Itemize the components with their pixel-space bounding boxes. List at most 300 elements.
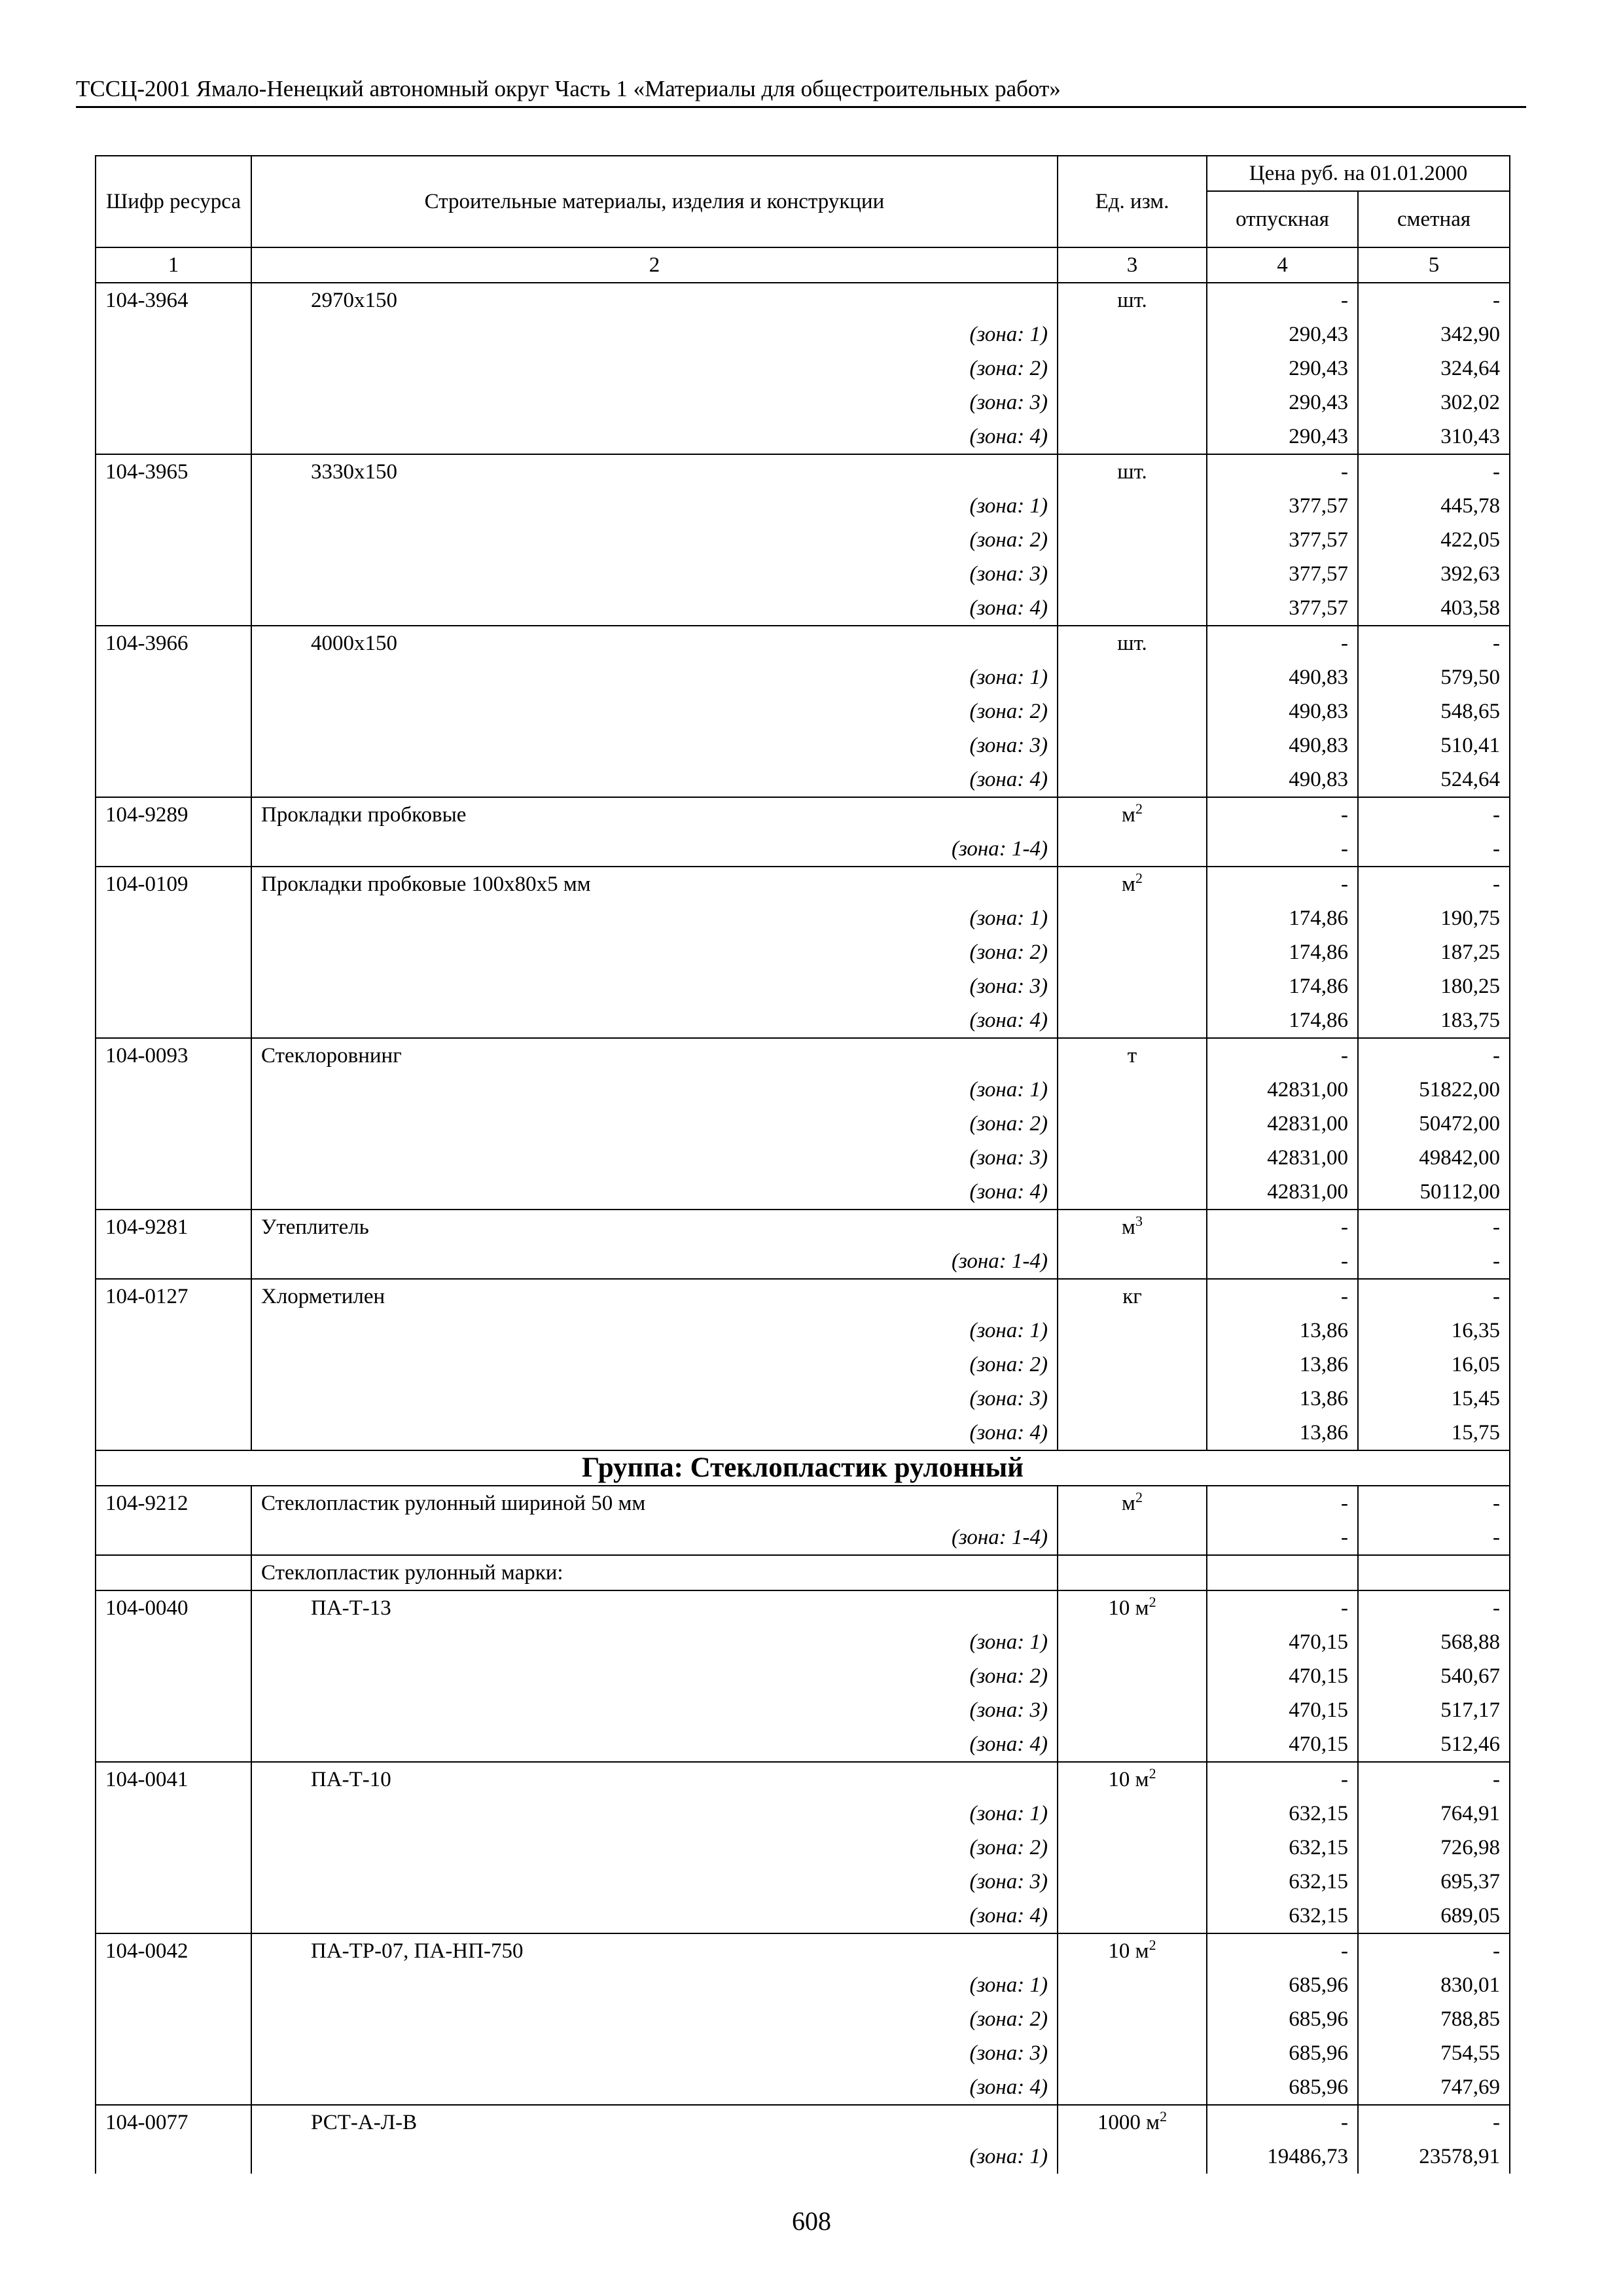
resource-code: [96, 2002, 251, 2036]
zone-row: [96, 591, 1510, 626]
zone-row: [96, 935, 1510, 969]
material-name: ПА-Т-10: [251, 1762, 1058, 1797]
price-estimate: 187,25: [1358, 935, 1510, 969]
price-estimate: -: [1358, 1762, 1510, 1797]
resource-code: [96, 1073, 251, 1107]
zone-row: [96, 728, 1510, 762]
unit-text: м: [1122, 872, 1135, 896]
price-wholesale: 174,86: [1207, 935, 1358, 969]
price-wholesale: 490,83: [1207, 694, 1358, 728]
item-row: [96, 454, 1510, 489]
unit-cell: [1058, 901, 1207, 935]
zone-row: [96, 1175, 1510, 1210]
unit-cell: [1058, 1555, 1207, 1590]
unit-exponent: 2: [1135, 800, 1143, 817]
unit-cell: [1058, 694, 1207, 728]
price-estimate: [1358, 1555, 1510, 1590]
resource-code: [96, 1314, 251, 1348]
price-estimate: 830,01: [1358, 1968, 1510, 2002]
zone-row: [96, 1899, 1510, 1933]
unit-cell: [1058, 935, 1207, 969]
price-estimate: 579,50: [1358, 660, 1510, 694]
resource-code: [96, 728, 251, 762]
unit-cell: [1058, 660, 1207, 694]
unit-cell: [1058, 1727, 1207, 1762]
price-wholesale: 685,96: [1207, 2070, 1358, 2105]
price-estimate: 445,78: [1358, 489, 1510, 523]
column-number-2: 2: [251, 247, 1058, 283]
price-estimate: 180,25: [1358, 969, 1510, 1003]
price-estimate: 50112,00: [1358, 1175, 1510, 1210]
price-estimate: -: [1358, 454, 1510, 489]
zone-label: (зона: 3): [251, 386, 1058, 420]
price-wholesale: [1207, 1555, 1358, 1590]
price-estimate: 15,45: [1358, 1382, 1510, 1416]
price-wholesale: 632,15: [1207, 1831, 1358, 1865]
price-wholesale: 490,83: [1207, 728, 1358, 762]
zone-row: [96, 762, 1510, 797]
price-estimate: 183,75: [1358, 1003, 1510, 1038]
price-estimate: 512,46: [1358, 1727, 1510, 1762]
price-wholesale: -: [1207, 1590, 1358, 1625]
price-estimate: 754,55: [1358, 2036, 1510, 2070]
material-name: Прокладки пробковые: [251, 797, 1058, 832]
zone-label: (зона: 3): [251, 557, 1058, 591]
zone-row: [96, 969, 1510, 1003]
zone-label: (зона: 3): [251, 969, 1058, 1003]
resource-code: [96, 1141, 251, 1175]
resource-code: 104-0093: [96, 1038, 251, 1073]
item-row: [96, 1590, 1510, 1625]
material-name: РСТ-А-Л-В: [251, 2105, 1058, 2140]
unit-cell: [1058, 489, 1207, 523]
price-estimate: -: [1358, 797, 1510, 832]
price-estimate: -: [1358, 626, 1510, 660]
resource-code: [96, 1659, 251, 1693]
zone-label: (зона: 4): [251, 1899, 1058, 1933]
material-name: Стеклопластик рулонный шириной 50 мм: [251, 1486, 1058, 1520]
material-name: ПА-Т-13: [251, 1590, 1058, 1625]
price-wholesale: 632,15: [1207, 1797, 1358, 1831]
unit-cell: [1058, 1693, 1207, 1727]
zone-label: (зона: 3): [251, 1865, 1058, 1899]
price-wholesale: 42831,00: [1207, 1141, 1358, 1175]
resource-code: [96, 1348, 251, 1382]
price-wholesale: 174,86: [1207, 901, 1358, 935]
unit-cell: [1058, 317, 1207, 351]
resource-code: [96, 489, 251, 523]
unit-cell: [1058, 1348, 1207, 1382]
zone-label: (зона: 4): [251, 1416, 1058, 1450]
item-row: [96, 1762, 1510, 1797]
resource-code: [96, 1416, 251, 1450]
column-header-code: Шифр ресурса: [96, 156, 251, 247]
item-row: [96, 626, 1510, 660]
price-wholesale: 290,43: [1207, 386, 1358, 420]
zone-label: (зона: 2): [251, 1348, 1058, 1382]
zone-row: [96, 1003, 1510, 1038]
price-estimate: 302,02: [1358, 386, 1510, 420]
resource-code: [96, 1382, 251, 1416]
price-wholesale: -: [1207, 1038, 1358, 1073]
zone-label: (зона: 2): [251, 351, 1058, 386]
unit-cell: [1058, 591, 1207, 626]
unit-cell: [1058, 2036, 1207, 2070]
price-estimate: 23578,91: [1358, 2140, 1510, 2174]
column-number-5: 5: [1358, 247, 1510, 283]
zone-row: [96, 1520, 1510, 1555]
zone-label: (зона: 2): [251, 523, 1058, 557]
unit-cell: [1058, 728, 1207, 762]
unit-cell: [1058, 1038, 1207, 1073]
item-row: [96, 1210, 1510, 1244]
unit-text: м: [1122, 1492, 1135, 1515]
item-row: [96, 2105, 1510, 2140]
price-estimate: 324,64: [1358, 351, 1510, 386]
unit-cell: [1058, 2105, 1207, 2140]
price-estimate: 524,64: [1358, 762, 1510, 797]
price-wholesale: 42831,00: [1207, 1073, 1358, 1107]
unit-cell: [1058, 351, 1207, 386]
unit-cell: [1058, 1073, 1207, 1107]
resource-code: 104-0127: [96, 1279, 251, 1314]
unit-cell: [1058, 762, 1207, 797]
zone-row: [96, 317, 1510, 351]
price-wholesale: 470,15: [1207, 1625, 1358, 1659]
unit-cell: [1058, 420, 1207, 454]
unit-text: кг: [1122, 1285, 1142, 1308]
price-estimate: 747,69: [1358, 2070, 1510, 2105]
zone-row: [96, 420, 1510, 454]
price-estimate: 190,75: [1358, 901, 1510, 935]
price-table: [95, 155, 1510, 2174]
zone-label: (зона: 4): [251, 1003, 1058, 1038]
zone-row: [96, 1865, 1510, 1899]
zone-label: (зона: 1-4): [251, 832, 1058, 867]
resource-code: [96, 523, 251, 557]
price-wholesale: 377,57: [1207, 591, 1358, 626]
zone-row: [96, 1107, 1510, 1141]
price-estimate: 788,85: [1358, 2002, 1510, 2036]
unit-exponent: 2: [1160, 2108, 1168, 2125]
zone-row: [96, 1141, 1510, 1175]
page-header: ТССЦ-2001 Ямало-Ненецкий автономный округ Часть 1 «Материалы для общестроительных работ»: [76, 76, 1061, 101]
material-name: Хлорметилен: [251, 1279, 1058, 1314]
resource-code: [96, 901, 251, 935]
unit-text: шт.: [1117, 289, 1147, 312]
zone-row: [96, 1968, 1510, 2002]
price-wholesale: -: [1207, 1762, 1358, 1797]
resource-code: [96, 969, 251, 1003]
unit-text: шт.: [1117, 460, 1147, 484]
column-header-wholesale: отпускная: [1207, 191, 1358, 247]
price-wholesale: -: [1207, 454, 1358, 489]
zone-label: (зона: 2): [251, 694, 1058, 728]
resource-code: [96, 591, 251, 626]
zone-row: [96, 1348, 1510, 1382]
price-estimate: 49842,00: [1358, 1141, 1510, 1175]
price-wholesale: 290,43: [1207, 420, 1358, 454]
item-row: [96, 1038, 1510, 1073]
unit-cell: [1058, 1314, 1207, 1348]
resource-code: [96, 1520, 251, 1555]
price-wholesale: -: [1207, 1210, 1358, 1244]
zone-label: (зона: 4): [251, 762, 1058, 797]
zone-label: (зона: 2): [251, 935, 1058, 969]
price-estimate: 764,91: [1358, 1797, 1510, 1831]
column-number-4: 4: [1207, 247, 1358, 283]
price-wholesale: -: [1207, 1244, 1358, 1279]
zone-label: (зона: 1): [251, 317, 1058, 351]
zone-row: [96, 1693, 1510, 1727]
unit-cell: [1058, 1486, 1207, 1520]
price-estimate: 16,35: [1358, 1314, 1510, 1348]
subheader-row: [96, 1555, 1510, 1590]
material-name: 4000x150: [251, 626, 1058, 660]
unit-text: 10 м: [1108, 1939, 1149, 1963]
price-estimate: -: [1358, 867, 1510, 901]
zone-row: [96, 694, 1510, 728]
unit-cell: [1058, 1797, 1207, 1831]
unit-text: шт.: [1117, 632, 1147, 655]
unit-cell: [1058, 454, 1207, 489]
unit-cell: [1058, 1933, 1207, 1968]
zone-row: [96, 1659, 1510, 1693]
price-wholesale: 13,86: [1207, 1416, 1358, 1450]
item-row: [96, 797, 1510, 832]
zone-label: (зона: 4): [251, 1175, 1058, 1210]
price-estimate: 342,90: [1358, 317, 1510, 351]
resource-code: 104-3966: [96, 626, 251, 660]
resource-code: [96, 1555, 251, 1590]
zone-row: [96, 832, 1510, 867]
header-rule: [76, 106, 1526, 108]
material-name: Стеклоровнинг: [251, 1038, 1058, 1073]
resource-code: [96, 1107, 251, 1141]
unit-cell: [1058, 386, 1207, 420]
price-wholesale: 685,96: [1207, 2002, 1358, 2036]
price-wholesale: 685,96: [1207, 2036, 1358, 2070]
price-estimate: -: [1358, 1210, 1510, 1244]
zone-label: (зона: 1-4): [251, 1244, 1058, 1279]
zone-label: (зона: 2): [251, 1107, 1058, 1141]
price-estimate: 310,43: [1358, 420, 1510, 454]
unit-cell: [1058, 1831, 1207, 1865]
group-title: Группа: Стеклопластик рулонный: [96, 1450, 1510, 1486]
price-wholesale: 470,15: [1207, 1693, 1358, 1727]
resource-code: [96, 694, 251, 728]
zone-row: [96, 1416, 1510, 1450]
price-wholesale: 13,86: [1207, 1382, 1358, 1416]
unit-cell: [1058, 1244, 1207, 1279]
resource-code: [96, 1175, 251, 1210]
price-estimate: 50472,00: [1358, 1107, 1510, 1141]
resource-code: 104-0040: [96, 1590, 251, 1625]
resource-code: [96, 2140, 251, 2174]
resource-code: [96, 557, 251, 591]
table-header: [96, 156, 1510, 283]
zone-row: [96, 1314, 1510, 1348]
zone-row: [96, 660, 1510, 694]
column-header-price-group: Цена руб. на 01.01.2000: [1207, 156, 1510, 191]
price-estimate: -: [1358, 1038, 1510, 1073]
zone-label: (зона: 1): [251, 1314, 1058, 1348]
column-header-unit: Ед. изм.: [1058, 156, 1207, 247]
unit-cell: [1058, 1762, 1207, 1797]
table-body: [96, 283, 1510, 2174]
price-wholesale: 290,43: [1207, 317, 1358, 351]
zone-label: (зона: 1): [251, 1625, 1058, 1659]
group-row: [96, 1450, 1510, 1486]
zone-label: (зона: 3): [251, 1141, 1058, 1175]
unit-cell: [1058, 1141, 1207, 1175]
resource-code: [96, 935, 251, 969]
subheader-label: Стеклопластик рулонный марки:: [251, 1555, 1058, 1590]
resource-code: [96, 386, 251, 420]
price-wholesale: -: [1207, 1520, 1358, 1555]
unit-cell: [1058, 1003, 1207, 1038]
unit-text: 1000 м: [1097, 2111, 1160, 2134]
price-estimate: 695,37: [1358, 1865, 1510, 1899]
zone-row: [96, 2036, 1510, 2070]
unit-cell: [1058, 969, 1207, 1003]
resource-code: [96, 1968, 251, 2002]
resource-code: [96, 1003, 251, 1038]
price-wholesale: 174,86: [1207, 1003, 1358, 1038]
item-row: [96, 283, 1510, 317]
price-wholesale: -: [1207, 1279, 1358, 1314]
zone-label: (зона: 2): [251, 2002, 1058, 2036]
price-estimate: -: [1358, 1590, 1510, 1625]
unit-cell: [1058, 1899, 1207, 1933]
price-estimate: 568,88: [1358, 1625, 1510, 1659]
zone-row: [96, 1727, 1510, 1762]
price-wholesale: 632,15: [1207, 1865, 1358, 1899]
resource-code: [96, 317, 251, 351]
unit-exponent: 3: [1135, 1213, 1143, 1229]
zone-row: [96, 1073, 1510, 1107]
resource-code: 104-3965: [96, 454, 251, 489]
price-wholesale: -: [1207, 626, 1358, 660]
resource-code: [96, 1797, 251, 1831]
column-number-3: 3: [1058, 247, 1207, 283]
price-wholesale: 19486,73: [1207, 2140, 1358, 2174]
resource-code: [96, 1693, 251, 1727]
unit-cell: [1058, 832, 1207, 867]
zone-row: [96, 1244, 1510, 1279]
zone-label: (зона: 4): [251, 1727, 1058, 1762]
zone-row: [96, 351, 1510, 386]
resource-code: [96, 1625, 251, 1659]
zone-row: [96, 489, 1510, 523]
price-estimate: 403,58: [1358, 591, 1510, 626]
price-wholesale: 174,86: [1207, 969, 1358, 1003]
price-estimate: -: [1358, 1486, 1510, 1520]
unit-cell: [1058, 1520, 1207, 1555]
unit-text: т: [1127, 1044, 1137, 1067]
item-row: [96, 1933, 1510, 1968]
price-wholesale: -: [1207, 797, 1358, 832]
unit-cell: [1058, 626, 1207, 660]
price-wholesale: 42831,00: [1207, 1107, 1358, 1141]
unit-cell: [1058, 1279, 1207, 1314]
price-estimate: -: [1358, 1933, 1510, 1968]
unit-exponent: 2: [1149, 1594, 1156, 1610]
zone-row: [96, 1831, 1510, 1865]
zone-row: [96, 2070, 1510, 2105]
item-row: [96, 1279, 1510, 1314]
unit-cell: [1058, 523, 1207, 557]
price-wholesale: 470,15: [1207, 1727, 1358, 1762]
zone-label: (зона: 1): [251, 1797, 1058, 1831]
page-number: 608: [792, 2206, 831, 2236]
zone-row: [96, 557, 1510, 591]
resource-code: [96, 1727, 251, 1762]
zone-row: [96, 523, 1510, 557]
price-wholesale: 377,57: [1207, 523, 1358, 557]
material-name: 2970x150: [251, 283, 1058, 317]
price-wholesale: -: [1207, 1486, 1358, 1520]
zone-label: (зона: 2): [251, 1831, 1058, 1865]
unit-cell: [1058, 1416, 1207, 1450]
zone-label: (зона: 1): [251, 1968, 1058, 2002]
price-wholesale: -: [1207, 832, 1358, 867]
zone-row: [96, 901, 1510, 935]
resource-code: 104-0077: [96, 2105, 251, 2140]
item-row: [96, 1486, 1510, 1520]
unit-cell: [1058, 1590, 1207, 1625]
price-estimate: 540,67: [1358, 1659, 1510, 1693]
unit-cell: [1058, 2002, 1207, 2036]
zone-label: (зона: 3): [251, 2036, 1058, 2070]
price-estimate: -: [1358, 283, 1510, 317]
price-estimate: 392,63: [1358, 557, 1510, 591]
column-header-name: Строительные материалы, изделия и конструкции: [251, 156, 1058, 247]
material-name: Прокладки пробковые 100x80x5 мм: [251, 867, 1058, 901]
price-wholesale: 377,57: [1207, 489, 1358, 523]
resource-code: [96, 1865, 251, 1899]
resource-code: [96, 1831, 251, 1865]
unit-exponent: 2: [1149, 1937, 1156, 1953]
price-wholesale: 13,86: [1207, 1314, 1358, 1348]
zone-label: (зона: 2): [251, 1659, 1058, 1693]
material-name: 3330x150: [251, 454, 1058, 489]
column-number-1: 1: [96, 247, 251, 283]
unit-text: м: [1122, 1215, 1135, 1239]
unit-cell: [1058, 797, 1207, 832]
price-estimate: 517,17: [1358, 1693, 1510, 1727]
price-wholesale: 377,57: [1207, 557, 1358, 591]
zone-label: (зона: 3): [251, 1693, 1058, 1727]
resource-code: 104-9212: [96, 1486, 251, 1520]
price-estimate: -: [1358, 1520, 1510, 1555]
unit-cell: [1058, 2140, 1207, 2174]
price-wholesale: 490,83: [1207, 660, 1358, 694]
resource-code: 104-3964: [96, 283, 251, 317]
resource-code: [96, 351, 251, 386]
resource-code: 104-9289: [96, 797, 251, 832]
price-estimate: 51822,00: [1358, 1073, 1510, 1107]
resource-code: [96, 1244, 251, 1279]
column-header-estimate: сметная: [1358, 191, 1510, 247]
resource-code: [96, 1899, 251, 1933]
unit-cell: [1058, 1382, 1207, 1416]
unit-text: 10 м: [1108, 1768, 1149, 1791]
resource-code: 104-0109: [96, 867, 251, 901]
material-name: Утеплитель: [251, 1210, 1058, 1244]
zone-label: (зона: 1): [251, 660, 1058, 694]
price-estimate: 726,98: [1358, 1831, 1510, 1865]
